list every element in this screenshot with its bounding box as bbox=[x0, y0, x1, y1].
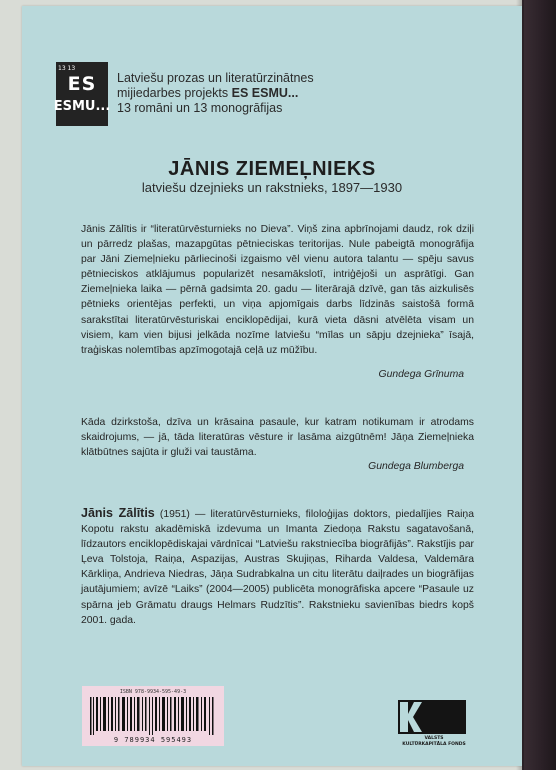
vkf-line2: KULTŪRKAPITĀLA FONDS bbox=[402, 742, 466, 747]
book-spine bbox=[522, 0, 556, 770]
signature-grinuma: Gundega Grīnuma bbox=[378, 369, 464, 380]
vkf-line1: VALSTS bbox=[424, 736, 444, 741]
logo-line1: ES bbox=[67, 73, 97, 95]
author-bio-text: — literatūrvēsturnieks, filoloģijas doktors, piedalījies Raiņa Kopotu rakstu akadēmiskā izdevuma un Imanta Ziedoņa Rakstu sagatavošanā, līdzautors enciklopēdiskajai vārdnīcai “Latviešu rakstniecība biogrāfijās”. Rakstījis par Ļeva Tolstoja, Raiņa, Aspazijas, Austras Skujiņas, Riharda Valdesa, Valdemāra Kārkliņa, Andrieva Niedras, Jāņa Sudrabkalna un citu literātu daiļrades un biogrāfijas jautājumiem; avīzē “Laiks” (2004—2005) publicēta monogrāfiska apcere “Pasaule uz spārna jeb Grāmatu draugs Helmars Rudzītis”. Rakstnieku savienības biedrs kopš 2001. gada. bbox=[81, 509, 474, 626]
es-esmu-logo bbox=[53, 62, 111, 126]
project-line2 bbox=[117, 86, 417, 101]
signature-blumberga: Gundega Blumberga bbox=[368, 461, 464, 472]
vkf-sponsor-text bbox=[398, 736, 470, 748]
logo-line2: ESMU... bbox=[53, 99, 111, 114]
project-description bbox=[117, 71, 417, 116]
project-name: ES ESMU... bbox=[231, 86, 299, 100]
book-subtitle: latviešu dzejnieks un rakstnieks, 1897—1930 bbox=[141, 180, 403, 195]
barcode-bars bbox=[90, 697, 216, 735]
author-bio bbox=[81, 506, 474, 628]
author-name: Jānis Zālītis bbox=[81, 506, 155, 520]
review-blumberga: Kāda dzirkstoša, dzīva un krāsaina pasaule, kur katram notikumam ir atrodams skaidrojums, — jā, tāda literatūras vēsture ir lasāma aizgūtnēm! Jāņa Ziemeļnieka klātbūtnes sajūta ir gluži vai taustāma. bbox=[81, 417, 474, 459]
author-years: (1951) bbox=[154, 509, 190, 520]
project-line1: Latviešu prozas un literatūrzinātnes bbox=[117, 71, 314, 85]
barcode-number: 9 789934 595493 bbox=[113, 736, 193, 744]
isbn-text: ISBN 978-9934-595-49-3 bbox=[119, 689, 187, 695]
project-line2-prefix: mijiedarbes projekts bbox=[117, 86, 232, 100]
project-line3: 13 romāni un 13 monogrāfijas bbox=[117, 101, 283, 115]
review-grinuma: Jānis Zālītis ir “literatūrvēsturnieks no Dieva”. Viņš zina apbrīnojami daudz, rok dziļi un pārredz plašas, mazapgūtas pētnieciskas teritorijas. Nule pabeigtā monogrāfija par Jāni Ziemeļnieku pārliecinoši izgaismo vēl vienu autora talantu — spēju savus pētnieciskos atklājumus popularizēt nesamākslotī, intriģējoši un asprātīgi. Gan Ziemeļnieka laika — pērnā gadsimta 20. gadu — literārajā dzīvē, gan tās aizkulisēs pētnieks orientējas perfekti, un viņa apjomīgais darbs līdzinās saistošā formā sarakstītai literatūrvēsturiskai enciklopēdijai, kurā vieta dāsni atvēlēta visam un visiem, kam vien bijusi jelkāda nozīme latviešu “mīlas un sāpju dzejnieka” īsajā, traģiskas nolemtības apzīmogotajā ceļā uz mūžību. bbox=[81, 224, 474, 356]
logo-number: 13 13 bbox=[58, 65, 76, 72]
book-title: JĀNIS ZIEMEĻNIEKS bbox=[168, 158, 376, 180]
barcode-label bbox=[82, 686, 224, 746]
